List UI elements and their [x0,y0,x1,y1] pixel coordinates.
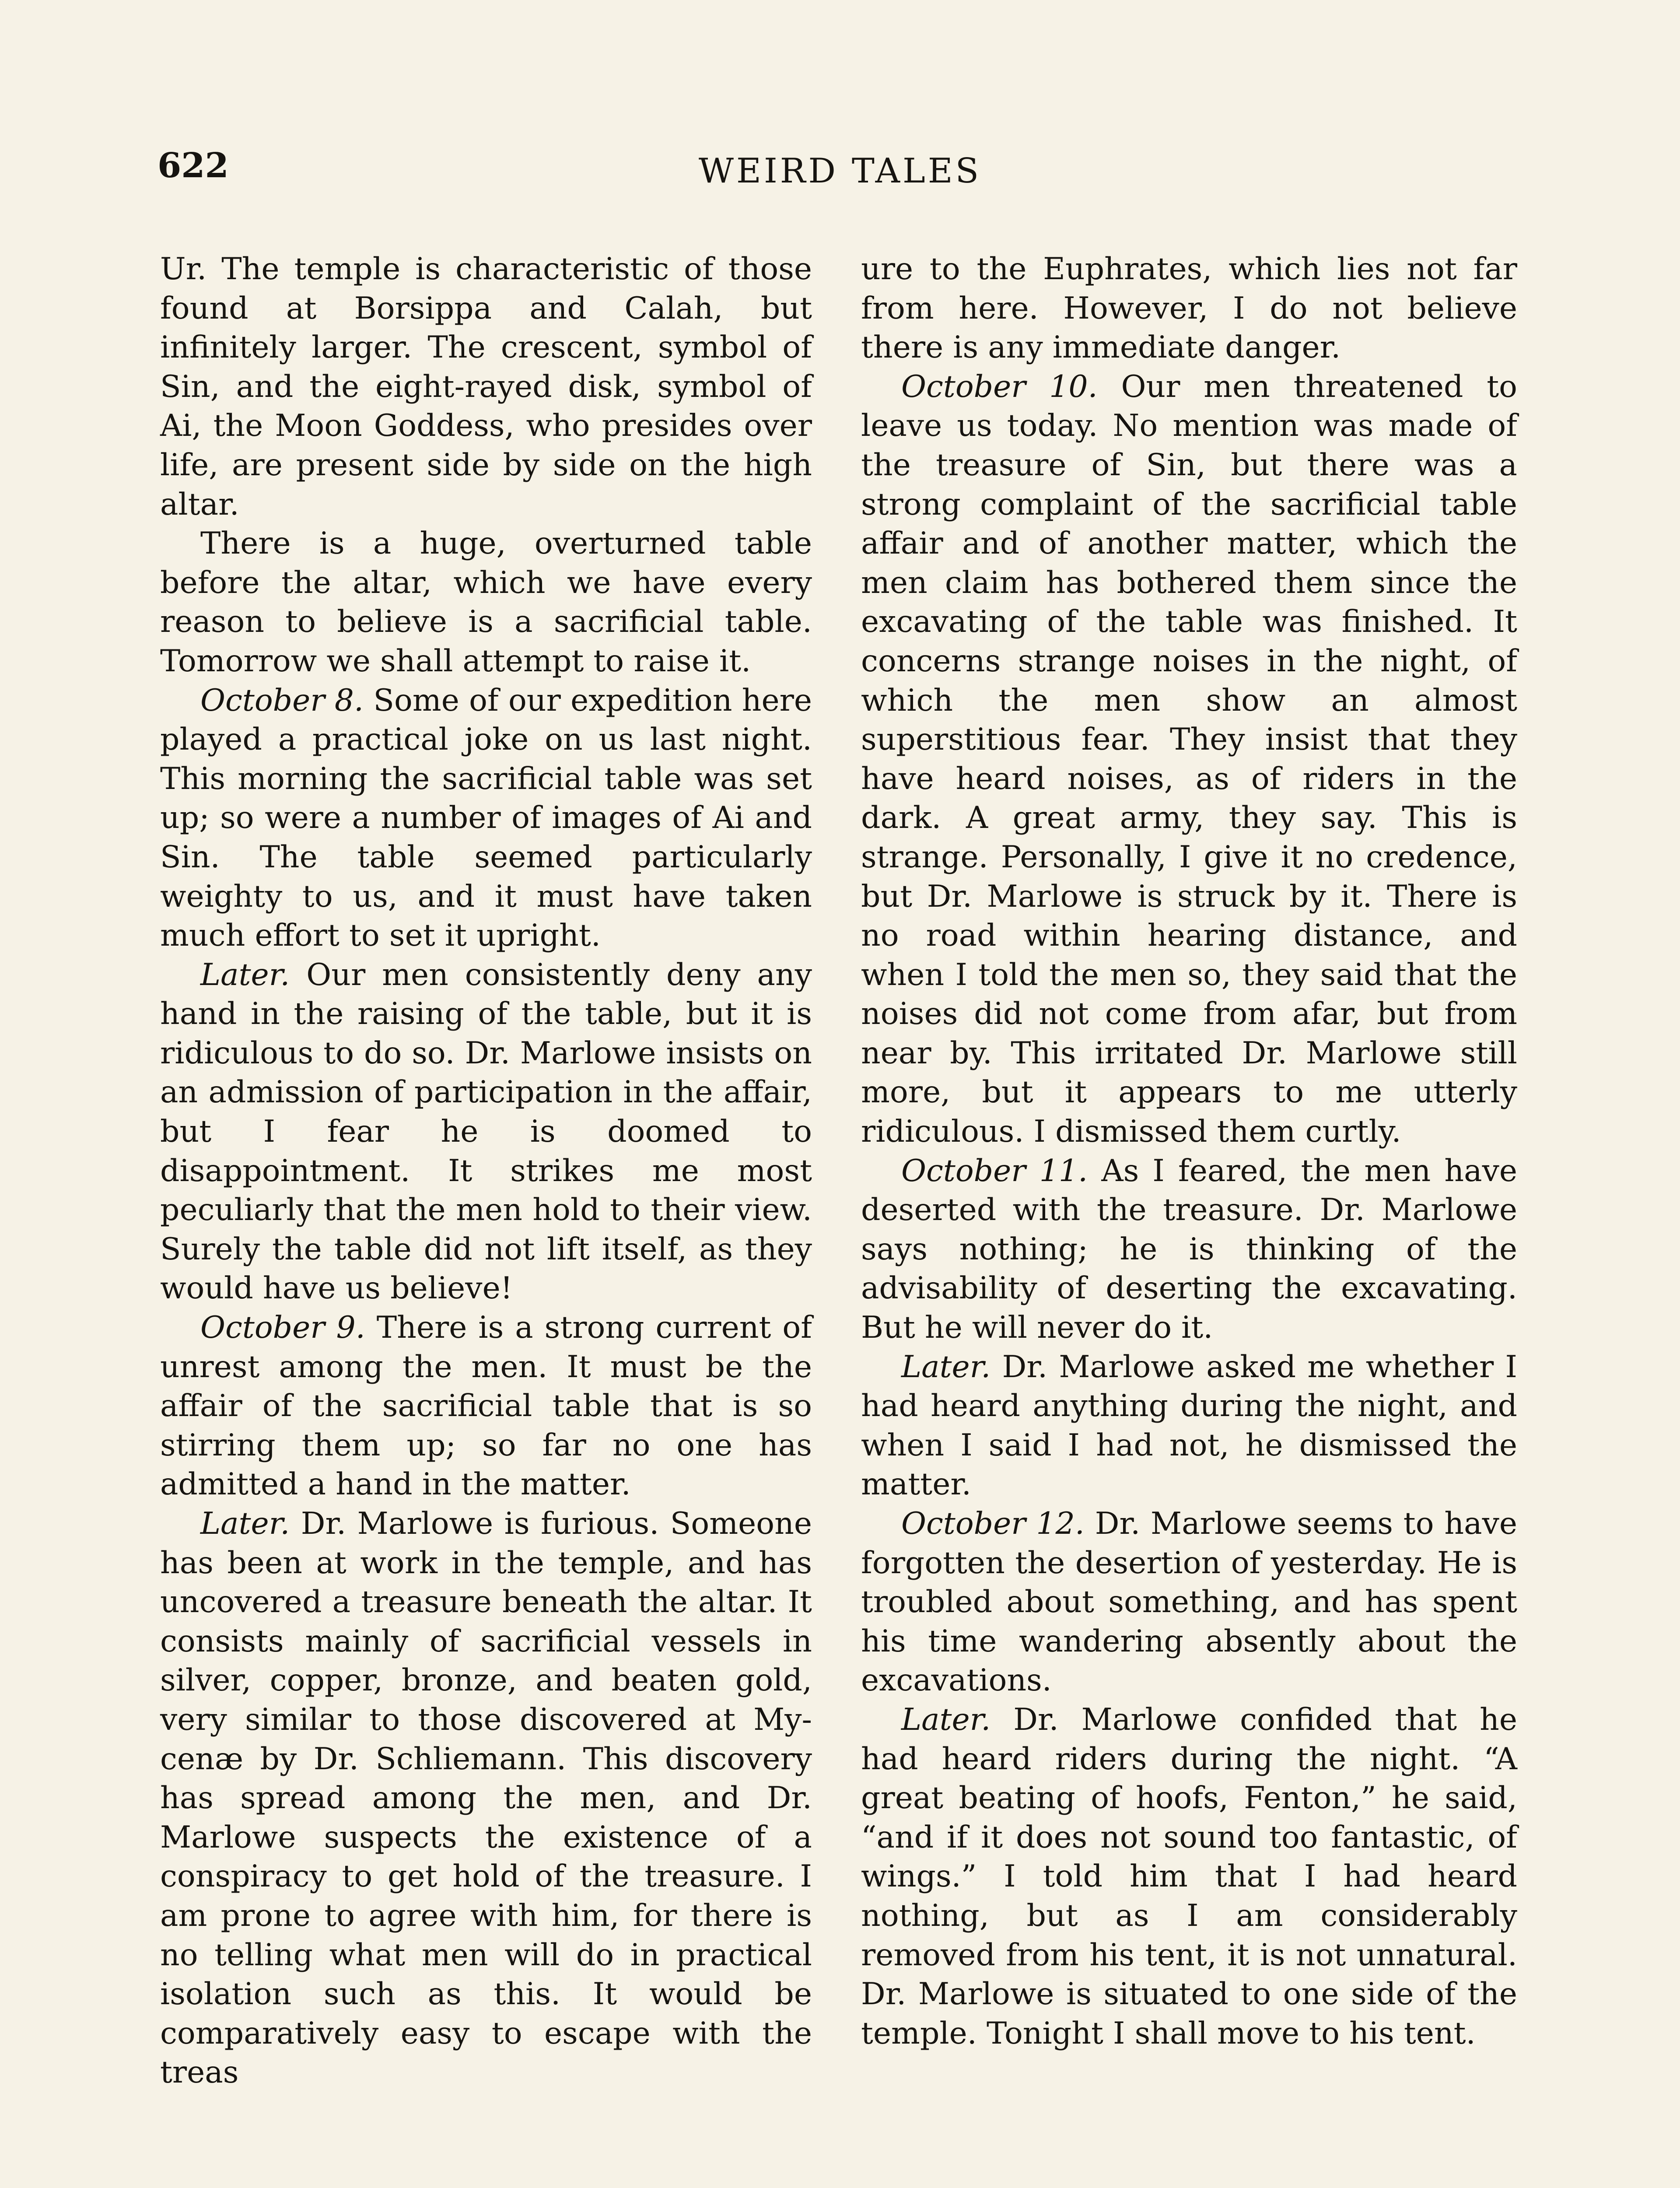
page-number: 622 [158,146,229,186]
running-head: WEIRD TALES [698,151,982,191]
entry-date: October 8. [200,682,364,718]
diary-entry: Later. Dr. Marlowe asked me whether I had heard anything during the night, and when I said I had not, he dismissed the matter. [861,1349,1517,1502]
diary-entry: October 12. Dr. Marlowe seems to have forgotten the desertion of yesterday. He is troubled about something, and has spent his time wandering absently about the excavations. [861,1506,1518,1698]
entry-date: October 12. [901,1506,1085,1541]
diary-entry: Later. Dr. Marlowe confided that he had heard riders during the night. “A great beating of hoofs, Fenton,” he said, “and if it does not sound too fantastic, of wings.” I told him that I had heard nothing, but as I am considerably removed from his tent, it is not unnatural. Dr. Marlowe is situated to one side of the temple. Tonight I shall move to his tent. [861,1701,1517,2051]
paragraph: There is a huge, overturned table before the altar, which we have every reason to believe is a sacrificial table. Tomorrow we shall attempt to raise it. [160,526,812,679]
entry-date: Later. [901,1349,991,1385]
entry-date: October 9. [200,1310,365,1346]
diary-entry: October 9. There is a strong current of unrest among the men. It must be the affair of the sacrificial table that is so stirring them up; so far no one has admitted a hand in the matter. [160,1310,812,1502]
right-column [861,249,1517,2053]
diary-entry: October 11. As I feared, the men have deserted with the treasure. Dr. Marlowe says nothing; he is thinking of the advisability of deserting the excavating. But he will never do it. [861,1153,1517,1346]
diary-entry: Later. Dr. Marlowe is furious. Someone has been at work in the temple, and has uncovered a treasure beneath the altar. It consists mainly of sacrificial vessels in silver, copper, bronze, and beaten gold, very similar to those discovered at Mycenæ by Dr. Schliemann. This discovery has spread among the men, and Dr. Marlowe suspects the existence of a conspiracy to get hold of the treasure. I am prone to agree with him, for there is no telling what men will do in practical isolation such as this. It would be comparatively easy to escape with the treas [160,1506,812,2090]
entry-date: Later. [200,1506,290,1541]
diary-entry: Later. Our men consistently deny any hand in the raising of the table, but it is ridiculous to do so. Dr. Marlowe insists on an admission of participation in the affair, but I fear he is doomed to disappointment. It strikes me most peculiarly that the men hold to their view. Surely the table did not lift itself, as they would have us believe! [160,957,812,1306]
entry-date: October 10. [901,368,1098,404]
entry-date: October 11. [901,1153,1088,1189]
left-column [160,249,812,2092]
paragraph: Ur. The temple is characteristic of those found at Borsippa and Calah, but infinitely larger. The crescent, symbol of Sin, and the eight-rayed disk, symbol of Ai, the Moon Goddess, who presides over life, are present side by side on the high altar. [160,251,812,522]
paragraph: ure to the Euphrates, which lies not far from here. However, I do not believe there is any immediate danger. [861,251,1517,365]
entry-date: Later. [901,1701,991,1737]
entry-date: Later. [200,957,290,992]
diary-entry: October 8. Some of our expedition here played a practical joke on us last night. This morning the sacrificial table was set up; so were a number of images of Ai and Sin. The table seemed particularly weighty to us, and it must have taken much effort to set it upright. [160,682,812,954]
diary-entry: October 10. Our men threatened to leave us today. No mention was made of the treasure of Sin, but there was a strong complaint of the sacrificial table affair and of another matter, which the men claim has bothered them since the excavating of the table was finished. It concerns strange noises in the night, of which the men show an almost superstitious fear. They insist that they have heard noises, as of riders in the dark. A great army, they say. This is strange. Personally, I give it no credence, but Dr. Marlowe is struck by it. There is no road within hearing distance, and when I told the men so, they said that the noises did not come from afar, but from near by. This irritated Dr. Marlowe still more, but it appears to me utterly ridiculous. I dismissed them curtly. [861,368,1517,1150]
